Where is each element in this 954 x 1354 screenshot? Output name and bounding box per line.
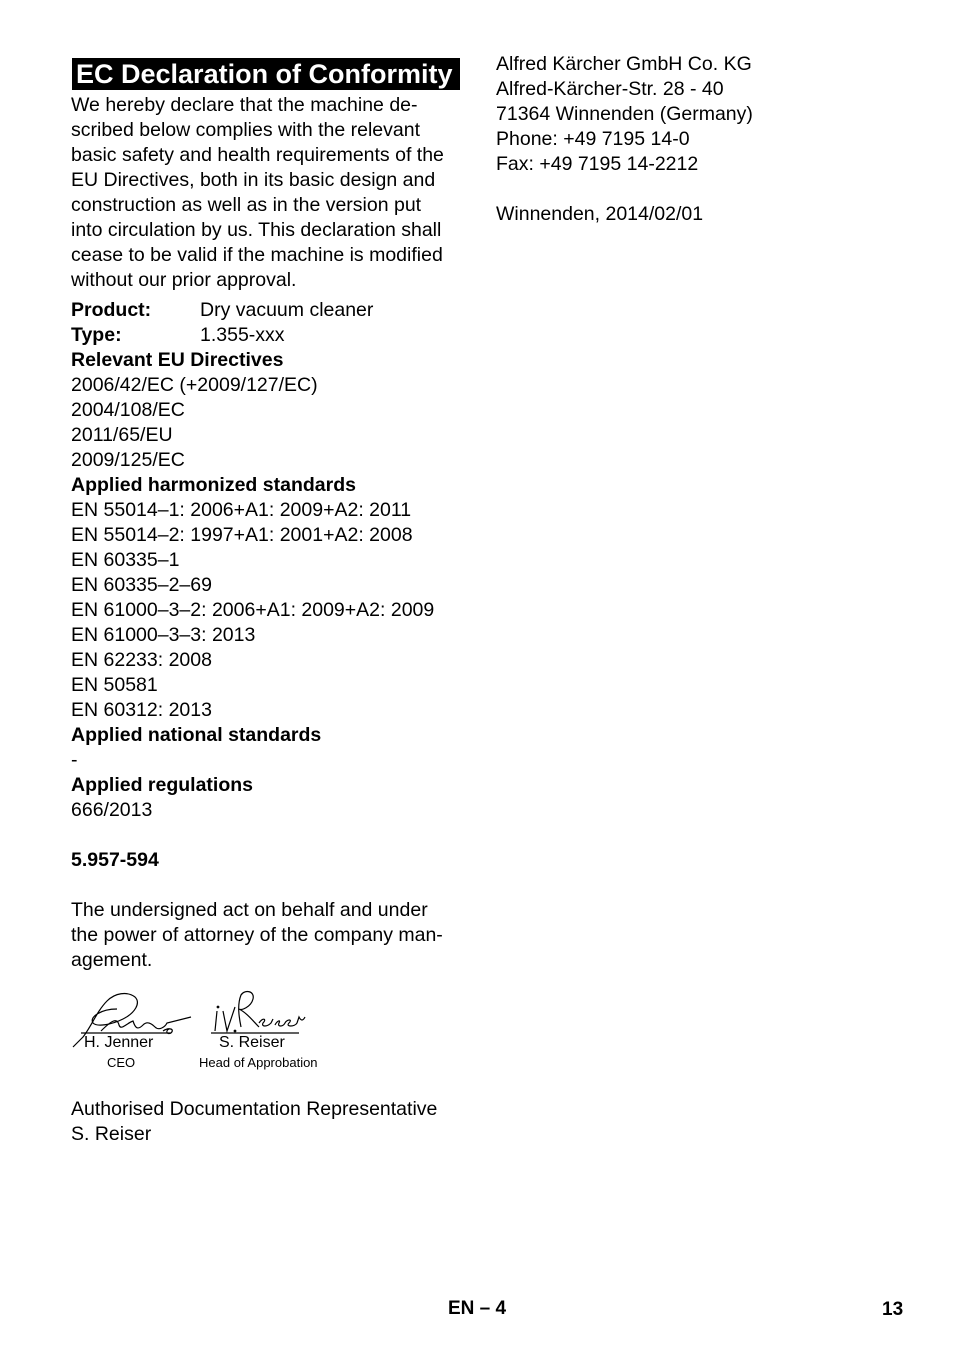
directive-item: 2009/125/EC bbox=[71, 449, 185, 471]
standard-item: EN 60312: 2013 bbox=[71, 699, 212, 721]
standard-item: EN 55014–1: 2006+A1: 2009+A2: 2011 bbox=[71, 499, 412, 521]
type-row bbox=[71, 323, 461, 348]
standard-item: EN 55014–2: 1997+A1: 2001+A2: 2008 bbox=[71, 524, 413, 546]
national-title: Applied national standards bbox=[71, 724, 322, 746]
type-value: 1.355-xxx bbox=[200, 324, 285, 346]
signature-role: Head of Approbation bbox=[199, 1055, 318, 1070]
page-title: EC Declaration of Conformity bbox=[72, 58, 460, 90]
undersigned-line: agement. bbox=[71, 949, 153, 971]
company-line: Phone: +49 7195 14-0 bbox=[496, 128, 690, 150]
product-label: Product: bbox=[71, 299, 152, 321]
regulations-value: 666/2013 bbox=[71, 799, 153, 821]
directive-item: 2006/42/EC (+2009/127/EC) bbox=[71, 374, 318, 396]
intro-line: We hereby declare that the machine de- bbox=[71, 94, 418, 116]
place-date: Winnenden, 2014/02/01 bbox=[496, 203, 704, 225]
standard-item: EN 61000–3–3: 2013 bbox=[71, 624, 256, 646]
harmonized-title: Applied harmonized standards bbox=[71, 474, 356, 496]
intro-line: cease to be valid if the machine is modified bbox=[71, 244, 443, 266]
signature-role: CEO bbox=[107, 1055, 136, 1070]
type-label: Type: bbox=[71, 324, 122, 346]
product-value: Dry vacuum cleaner bbox=[200, 299, 374, 321]
company-line: Alfred Kärcher GmbH Co. KG bbox=[496, 53, 752, 75]
directive-item: 2004/108/EC bbox=[71, 399, 185, 421]
left-column bbox=[71, 58, 461, 1147]
intro-line: EU Directives, both in its basic design and bbox=[71, 169, 436, 191]
standard-item: EN 62233: 2008 bbox=[71, 649, 212, 671]
signature-name: H. Jenner bbox=[84, 1034, 154, 1051]
authorised-line: Authorised Documentation Representative bbox=[71, 1098, 438, 1120]
page-number: 13 bbox=[882, 1299, 904, 1320]
signature-reiser-icon bbox=[211, 992, 305, 1033]
intro-line: into circulation by us. This declaration shall bbox=[71, 219, 442, 241]
signature-name: S. Reiser bbox=[219, 1034, 285, 1051]
intro-paragraph bbox=[71, 93, 461, 293]
authorised-name: S. Reiser bbox=[71, 1123, 152, 1145]
intro-line: without our prior approval. bbox=[71, 269, 297, 291]
intro-line: basic safety and health requirements of the bbox=[71, 144, 444, 166]
intro-line: construction as well as in the version put bbox=[71, 194, 422, 216]
company-line: Fax: +49 7195 14-2212 bbox=[496, 153, 699, 175]
product-row bbox=[71, 298, 461, 323]
standard-item: EN 50581 bbox=[71, 674, 158, 696]
undersigned-line: The undersigned act on behalf and under bbox=[71, 899, 428, 921]
directive-item: 2011/65/EU bbox=[71, 424, 173, 446]
regulations-title: Applied regulations bbox=[71, 774, 254, 796]
standard-item: EN 60335–2–69 bbox=[71, 574, 212, 596]
footer-section: EN – 4 bbox=[448, 1298, 507, 1319]
standard-item: EN 60335–1 bbox=[71, 549, 180, 571]
national-value: - bbox=[71, 749, 78, 771]
standard-item: EN 61000–3–2: 2006+A1: 2009+A2: 2009 bbox=[71, 599, 435, 621]
undersigned-line: the power of attorney of the company man- bbox=[71, 924, 443, 946]
company-line: Alfred-Kärcher-Str. 28 - 40 bbox=[496, 78, 724, 100]
company-line: 71364 Winnenden (Germany) bbox=[496, 103, 753, 125]
intro-line: scribed below complies with the relevant bbox=[71, 119, 421, 141]
document-number: 5.957-594 bbox=[71, 849, 159, 871]
signature-block bbox=[71, 987, 461, 1097]
right-column bbox=[496, 52, 896, 227]
directives-title: Relevant EU Directives bbox=[71, 349, 284, 371]
